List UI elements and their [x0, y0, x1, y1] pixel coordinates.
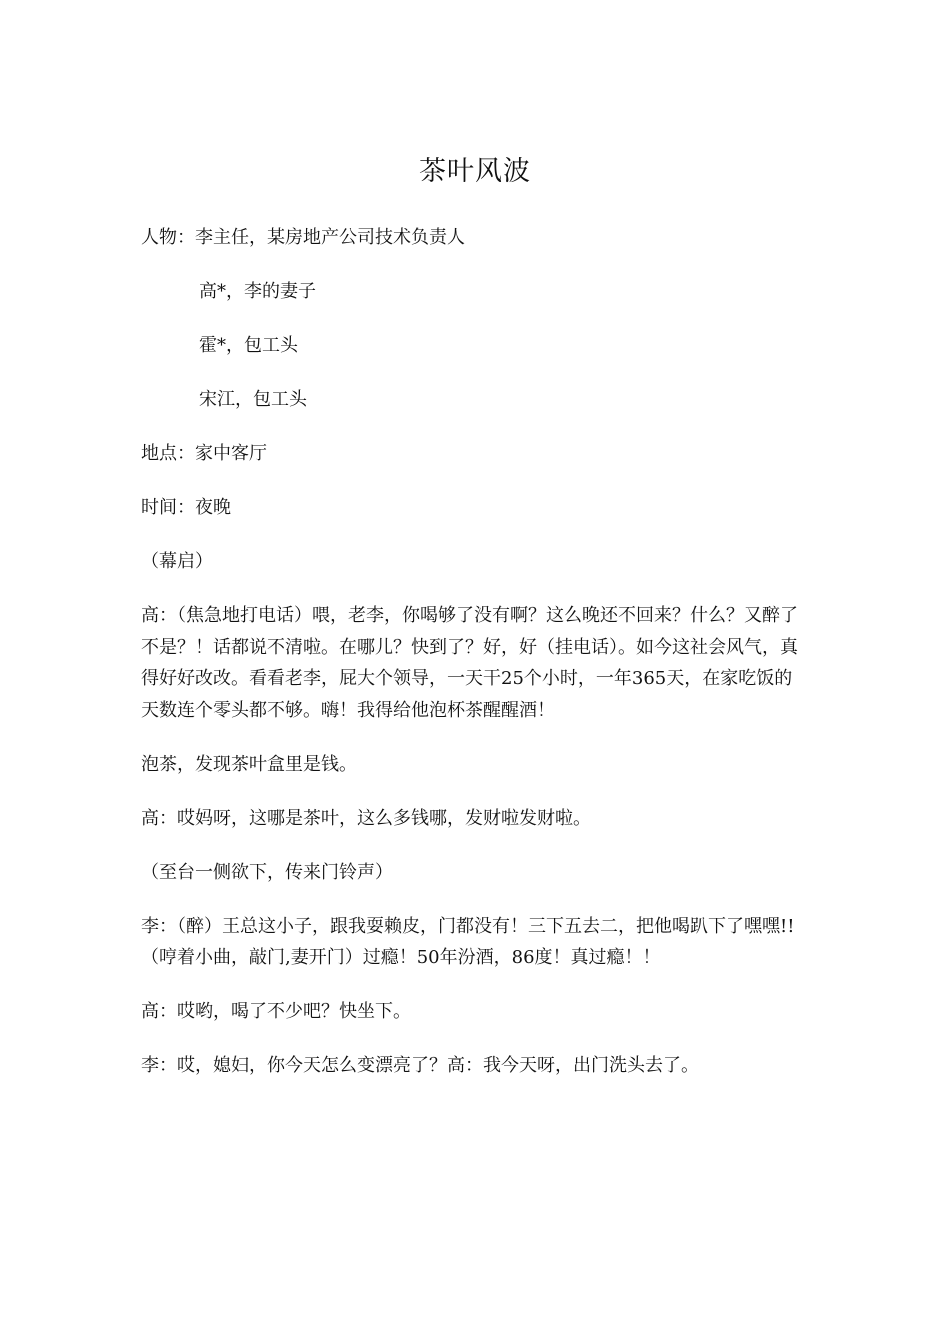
- cast-line-3: 霍*，包工头: [199, 335, 298, 356]
- dialogue-paragraph-4: 高：哎哟，喝了不少吧？快坐下。: [141, 1001, 411, 1022]
- cast-line-2: 高*，李的妻子: [199, 281, 316, 302]
- cast-line-4: 宋江，包工头: [199, 389, 307, 410]
- dialogue-paragraph-2: 高：哎妈呀，这哪是茶叶，这么多钱哪，发财啦发财啦。: [141, 807, 591, 829]
- location-line: 地点：家中客厅: [141, 443, 267, 464]
- stage-direction-open: （幕启）: [141, 551, 213, 572]
- time-line: 时间：夜晚: [141, 497, 231, 518]
- action-paragraph: 泡茶，发现茶叶盒里是钱。: [141, 753, 357, 775]
- cast-line-1: 人物：李主任，某房地产公司技术负责人: [141, 227, 465, 248]
- dialogue-paragraph-5: 李：哎，媳妇，你今天怎么变漂亮了？高：我今天呀，出门洗头去了。: [141, 1055, 699, 1076]
- document-body: [141, 222, 801, 1104]
- document-title: 茶叶风波: [419, 156, 531, 187]
- dialogue-paragraph-3: 李：（醉）王总这小子，跟我耍赖皮，门都没有！三下五去二，把他喝趴下了嘿嘿!!（哼着小曲，敲门,妻开门）过瘾！50年汾酒，86度！真过瘾！！: [141, 915, 795, 968]
- dialogue-paragraph-1: 高：（焦急地打电话）喂，老李，你喝够了没有啊？这么晚还不回来？什么？又醉了不是？！话都说不清啦。在哪儿？快到了？好，好（挂电话）。如今这社会风气，真得好好改改。看看老李，屁大个领导，一天干25个小时，一年365天，在家吃饭的天数连个零头都不够。嗨！我得给他泡杯茶醒醒酒！: [141, 605, 798, 721]
- stage-direction-2: （至台一侧欲下，传来门铃声）: [141, 861, 393, 883]
